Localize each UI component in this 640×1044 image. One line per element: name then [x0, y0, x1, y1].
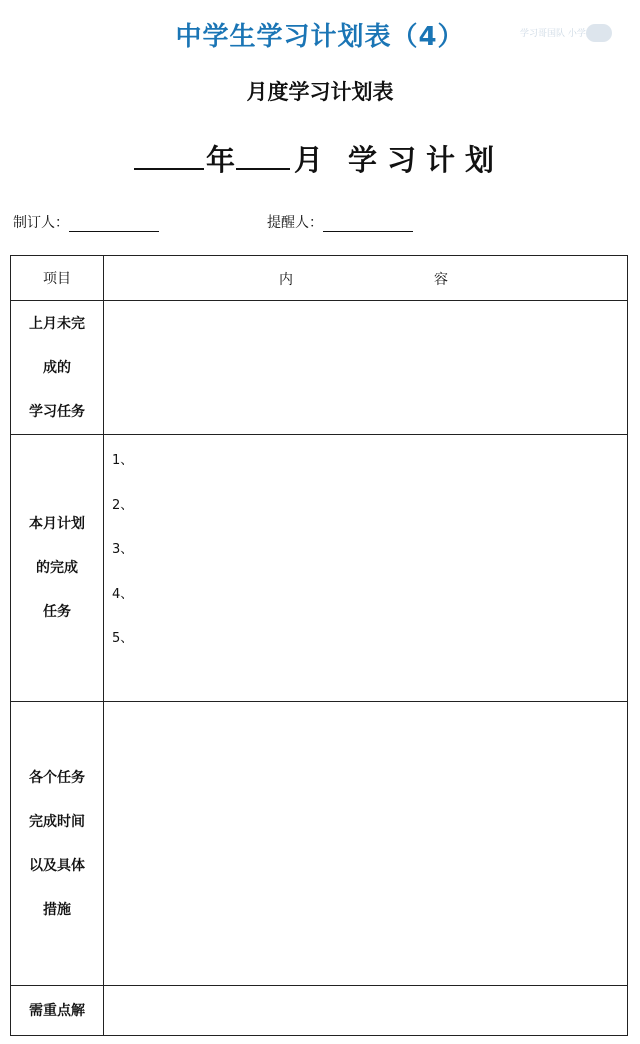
maker-label: 制订人：: [13, 215, 69, 231]
page-title: 中学生学习计划表（4）: [175, 22, 465, 52]
row-label-key-points: [11, 986, 104, 1036]
year-blank[interactable]: [134, 136, 204, 170]
list-item: 4、: [112, 586, 134, 602]
maker-line[interactable]: [69, 215, 159, 232]
list-item: 3、: [112, 542, 134, 557]
label-line: 上月未完: [29, 315, 85, 332]
table-row: [11, 986, 628, 1036]
content-this-month[interactable]: [104, 435, 628, 702]
reminder-line[interactable]: [323, 215, 413, 232]
plan-heading: [0, 136, 640, 180]
watermark-badge-icon: [586, 24, 612, 42]
label-line: 措施: [43, 901, 71, 918]
label-line: 任务: [43, 604, 71, 620]
label-line: 学习任务: [29, 403, 85, 420]
label-line: 本月计划: [29, 516, 85, 532]
row-label-this-month: [11, 435, 104, 702]
task-list: [104, 435, 627, 672]
content-key-points[interactable]: [104, 986, 628, 1036]
table-row: [11, 702, 628, 986]
reminder-field: [267, 212, 413, 234]
label-line: 以及具体: [29, 857, 85, 874]
label-line: 需重点解: [29, 1002, 85, 1019]
table-row: [11, 435, 628, 702]
list-item: 5、: [112, 631, 134, 646]
label-line: 成的: [43, 359, 71, 376]
label-line: 各个任务: [29, 769, 85, 786]
header-item: 项目: [11, 256, 104, 301]
plan-table: [10, 255, 628, 1036]
table-row: [11, 301, 628, 435]
table-header-row: [11, 256, 628, 301]
row-label-last-month: [11, 301, 104, 435]
plan-words: 学习计划: [348, 143, 505, 177]
label-line: 的完成: [36, 560, 78, 576]
list-item: 2、: [112, 497, 134, 513]
reminder-label: 提醒人：: [267, 215, 323, 231]
header-content-char-2: 容: [434, 272, 448, 288]
label-line: 完成时间: [29, 813, 85, 830]
month-word: 月: [294, 143, 324, 177]
content-schedule[interactable]: [104, 702, 628, 986]
header-content: [104, 256, 628, 301]
month-blank[interactable]: [236, 136, 290, 170]
row-label-schedule: [11, 702, 104, 986]
watermark-logo: [520, 22, 620, 48]
list-item: 1、: [112, 453, 134, 468]
content-last-month[interactable]: [104, 301, 628, 435]
year-word: 年: [206, 143, 236, 177]
header-content-char-1: 内: [279, 272, 293, 288]
maker-field: [13, 212, 159, 234]
page-subtitle: 月度学习计划表: [246, 80, 394, 104]
watermark-text: 学习哥国队 小学生: [520, 29, 595, 39]
